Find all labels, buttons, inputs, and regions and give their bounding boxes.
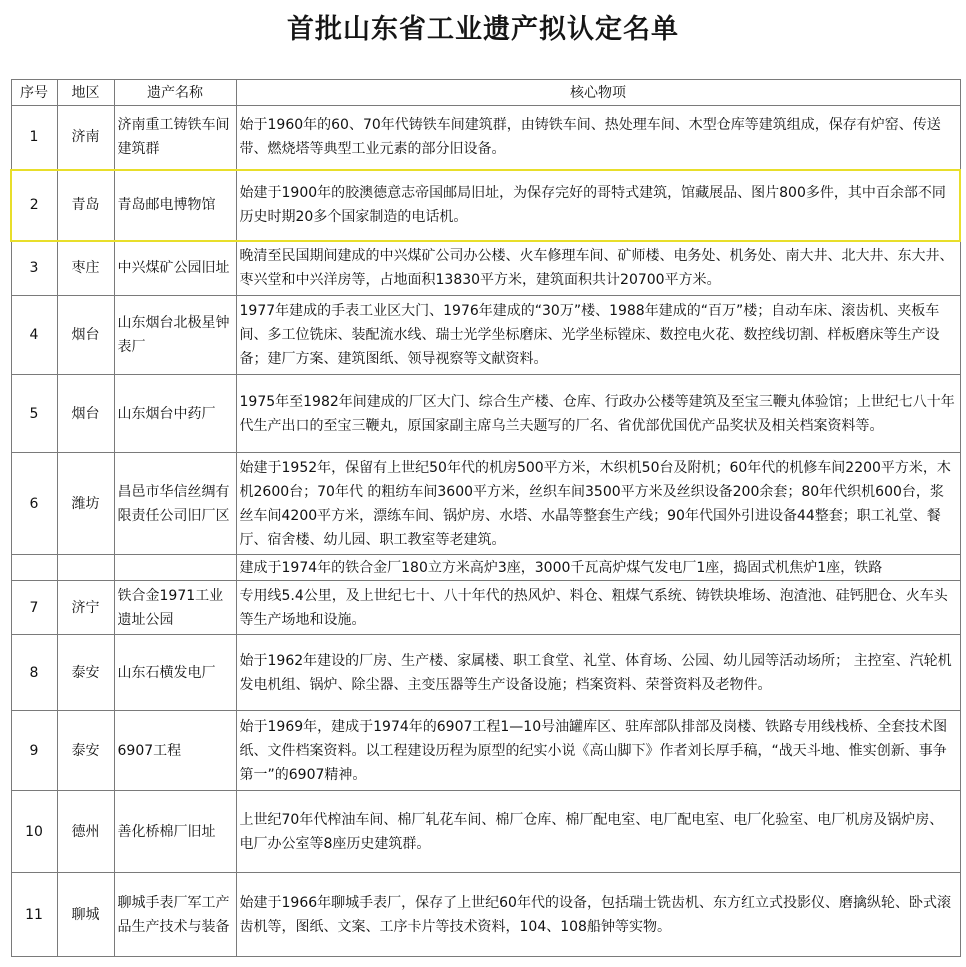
cell-seq: 4 bbox=[11, 296, 57, 375]
table-row bbox=[11, 873, 960, 957]
cell-region-empty bbox=[57, 555, 114, 581]
cell-seq: 5 bbox=[11, 375, 57, 453]
table-row bbox=[11, 581, 960, 635]
header-name: 遗产名称 bbox=[114, 80, 236, 106]
page-title: 首批山东省工业遗产拟认定名单 bbox=[287, 14, 679, 45]
table-row bbox=[11, 375, 960, 453]
cell-region: 枣庄 bbox=[57, 241, 114, 296]
cell-core: 始于1962年建设的厂房、生产楼、家属楼、职工食堂、礼堂、体育场、公园、幼儿园等活动场所； 主控室、汽轮机发电机组、锅炉、除尘器、主变压器等生产设备设施；档案资料、荣誉资料及老物件。 bbox=[236, 635, 960, 711]
cell-core-prefix: 建成于1974年的铁合金厂180立方米高炉3座，3000千瓦高炉煤气发电厂1座，捣固式机焦炉1座，铁路 bbox=[236, 555, 960, 581]
cell-core: 始建于1966年聊城手表厂，保存了上世纪60年代的设备，包括瑞士铣齿机、东方红立式投影仪、磨擒纵轮、卧式滚齿机等，图纸、文案、工序卡片等技术资料，104、108船钟等实物。 bbox=[236, 873, 960, 957]
cell-region: 德州 bbox=[57, 791, 114, 873]
table-row bbox=[11, 711, 960, 791]
table-row bbox=[11, 241, 960, 296]
cell-seq: 11 bbox=[11, 873, 57, 957]
table-row bbox=[11, 453, 960, 555]
cell-region: 泰安 bbox=[57, 711, 114, 791]
cell-name-empty bbox=[114, 555, 236, 581]
cell-core: 1977年建成的手表工业区大门、1976年建成的“30万”楼、1988年建成的“百万”楼；自动车床、滚齿机、夹板车间、多工位铣床、装配流水线、瑞士光学坐标磨床、光学坐标镗床、数控电火花、数控线切割、样板磨床等生产设备；建厂方案、建筑图纸、领导视察等文献资料。 bbox=[236, 296, 960, 375]
cell-core: 1975年至1982年间建成的厂区大门、综合生产楼、仓库、行政办公楼等建筑及至宝三鞭丸体验馆；上世纪七八十年代生产出口的至宝三鞭丸，原国家副主席乌兰夫题写的厂名、省优部优国优产品奖状及相关档案资料等。 bbox=[236, 375, 960, 453]
table-row bbox=[11, 106, 960, 170]
cell-core: 晚清至民国期间建成的中兴煤矿公司办公楼、火车修理车间、矿师楼、电务处、机务处、南大井、北大井、东大井、枣兴堂和中兴洋房等，占地面积13830平方米，建筑面积共计20700平方米。 bbox=[236, 241, 960, 296]
header-seq: 序号 bbox=[11, 80, 57, 106]
cell-seq: 10 bbox=[11, 791, 57, 873]
cell-core: 上世纪70年代榨油车间、棉厂轧花车间、棉厂仓库、棉厂配电室、电厂配电室、电厂化验室、电厂机房及锅炉房、电厂办公室等8座历史建筑群。 bbox=[236, 791, 960, 873]
table-row-prefix bbox=[11, 555, 960, 581]
cell-name: 6907工程 bbox=[114, 711, 236, 791]
cell-region: 潍坊 bbox=[57, 453, 114, 555]
header-core: 核心物项 bbox=[236, 80, 960, 106]
cell-name: 山东烟台中药厂 bbox=[114, 375, 236, 453]
table-row bbox=[11, 296, 960, 375]
cell-region: 烟台 bbox=[57, 375, 114, 453]
cell-name: 山东石横发电厂 bbox=[114, 635, 236, 711]
cell-name: 中兴煤矿公园旧址 bbox=[114, 241, 236, 296]
table-row bbox=[11, 791, 960, 873]
cell-region: 青岛 bbox=[57, 170, 114, 241]
heritage-list-table bbox=[10, 79, 961, 957]
cell-region: 济宁 bbox=[57, 581, 114, 635]
cell-seq: 6 bbox=[11, 453, 57, 555]
cell-name: 昌邑市华信丝绸有限责任公司旧厂区 bbox=[114, 453, 236, 555]
cell-seq: 2 bbox=[11, 170, 57, 241]
cell-region: 泰安 bbox=[57, 635, 114, 711]
cell-seq-empty bbox=[11, 555, 57, 581]
cell-region: 济南 bbox=[57, 106, 114, 170]
cell-seq: 9 bbox=[11, 711, 57, 791]
cell-core: 始建于1952年，保留有上世纪50年代的机房500平方米，木织机50台及附机；60年代的机修车间2200平方米，木机2600台；70年代 的粗纺车间3600平方米，丝织车间3500平方米及丝织设备200余套；80年代织机600台，浆丝车间4200平方米，漂练车间、锅炉房、水塔、水晶等整套生产线；90年代国外引进设备44整套；职工礼堂、餐厅、宿舍楼、幼儿园、职工教室等老建筑。 bbox=[236, 453, 960, 555]
cell-core: 专用线5.4公里，及上世纪七十、八十年代的热风炉、料仓、粗煤气系统、铸铁块堆场、泡渣池、硅钙肥仓、火车头等生产场地和设施。 bbox=[236, 581, 960, 635]
table-header-row bbox=[11, 80, 960, 106]
cell-name: 善化桥棉厂旧址 bbox=[114, 791, 236, 873]
cell-name: 铁合金1971工业遗址公园 bbox=[114, 581, 236, 635]
cell-region: 聊城 bbox=[57, 873, 114, 957]
cell-name: 青岛邮电博物馆 bbox=[114, 170, 236, 241]
cell-seq: 7 bbox=[11, 581, 57, 635]
header-region: 地区 bbox=[57, 80, 114, 106]
cell-seq: 1 bbox=[11, 106, 57, 170]
cell-region: 烟台 bbox=[57, 296, 114, 375]
cell-core: 始建于1900年的胶澳德意志帝国邮局旧址，为保存完好的哥特式建筑，馆藏展品、图片800多件，其中百余部不同历史时期20多个国家制造的电话机。 bbox=[236, 170, 960, 241]
cell-core: 始于1969年，建成于1974年的6907工程1—10号油罐库区、驻库部队排部及岗楼、铁路专用线栈桥、全套技术图纸、文件档案资料。以工程建设历程为原型的纪实小说《高山脚下》作者刘长厚手稿，“战天斗地、惟实创新、事争第一”的6907精神。 bbox=[236, 711, 960, 791]
table-row bbox=[11, 635, 960, 711]
cell-seq: 3 bbox=[11, 241, 57, 296]
table-row-highlighted bbox=[11, 170, 960, 241]
cell-name: 山东烟台北极星钟表厂 bbox=[114, 296, 236, 375]
cell-core: 始于1960年的60、70年代铸铁车间建筑群，由铸铁车间、热处理车间、木型仓库等建筑组成，保存有炉窑、传送带、燃烧塔等典型工业元素的部分旧设备。 bbox=[236, 106, 960, 170]
cell-name: 济南重工铸铁车间建筑群 bbox=[114, 106, 236, 170]
cell-name: 聊城手表厂军工产品生产技术与装备 bbox=[114, 873, 236, 957]
cell-seq: 8 bbox=[11, 635, 57, 711]
